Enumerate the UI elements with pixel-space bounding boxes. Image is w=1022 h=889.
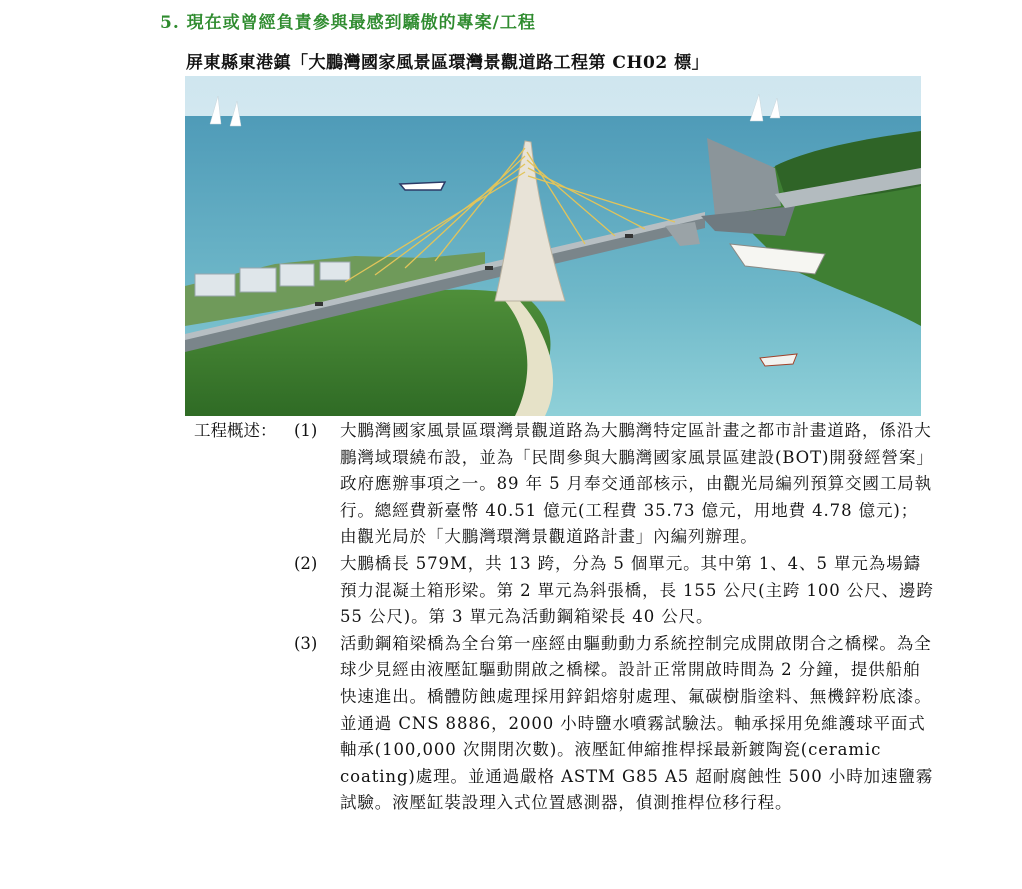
project-title: 屏東縣東港鎮「大鵬灣國家風景區環灣景觀道路工程第 CH02 標」	[186, 53, 710, 73]
overview-item-text: 大鵬灣國家風景區環灣景觀道路為大鵬灣特定區計畫之都市計畫道路，係沿大鵬灣域環繞布設，並為「民間參與大鵬灣國家風景區建設(BOT)開發經營案」政府應辦事項之一。89 年 5 月奉交通部核示，由觀光局編列預算交國工局執行。總經費新臺幣 40.51 億元(工程費 35.73 億元，用地費 4.78 億元)；由觀光局於「大鵬灣環灣景觀道路計畫」內編列辦理。	[340, 421, 934, 547]
overview-item-number: (1)	[294, 421, 318, 440]
bridge-rendering-photo	[185, 76, 921, 416]
overview-item	[194, 631, 934, 817]
overview-label: 工程概述：	[194, 421, 277, 440]
overview-item-number: (2)	[294, 553, 318, 573]
overview-item-number: (3)	[294, 633, 318, 653]
section-heading: 5. 現在或曾經負責參與最感到驕傲的專案/工程	[160, 13, 536, 33]
overview-item	[194, 551, 934, 631]
overview-item-text: 活動鋼箱梁橋為全台第一座經由驅動動力系統控制完成開啟閉合之橋樑。為全球少見經由液壓缸驅動開啟之橋樑。設計正常開啟時間為 2 分鐘，提供船舶快速進出。橋體防蝕處理採用鋅鋁熔射處理、氟碳樹脂塗料、無機鋅粉底漆。並通過 CNS 8886，2000 小時鹽水噴霧試驗法。軸承採用免維護球平面式軸承(100,000 次開閉次數)。液壓缸伸縮推桿採最新鍍陶瓷(ceramic coating)處理。並通過嚴格 ASTM G85 A5 超耐腐蝕性 500 小時加速鹽霧試驗。液壓缸裝設理入式位置感測器，偵測推桿位移行程。	[340, 633, 934, 813]
overview-item-text: 大鵬橋長 579M，共 13 跨，分為 5 個單元。其中第 1、4、5 單元為場鑄預力混凝土箱形梁。第 2 單元為斜張橋，長 155 公尺(主跨 100 公尺、邊跨 55 公尺)。第 3 單元為活動鋼箱梁長 40 公尺。	[340, 553, 934, 627]
overview-item	[194, 418, 934, 551]
project-overview	[194, 418, 934, 817]
